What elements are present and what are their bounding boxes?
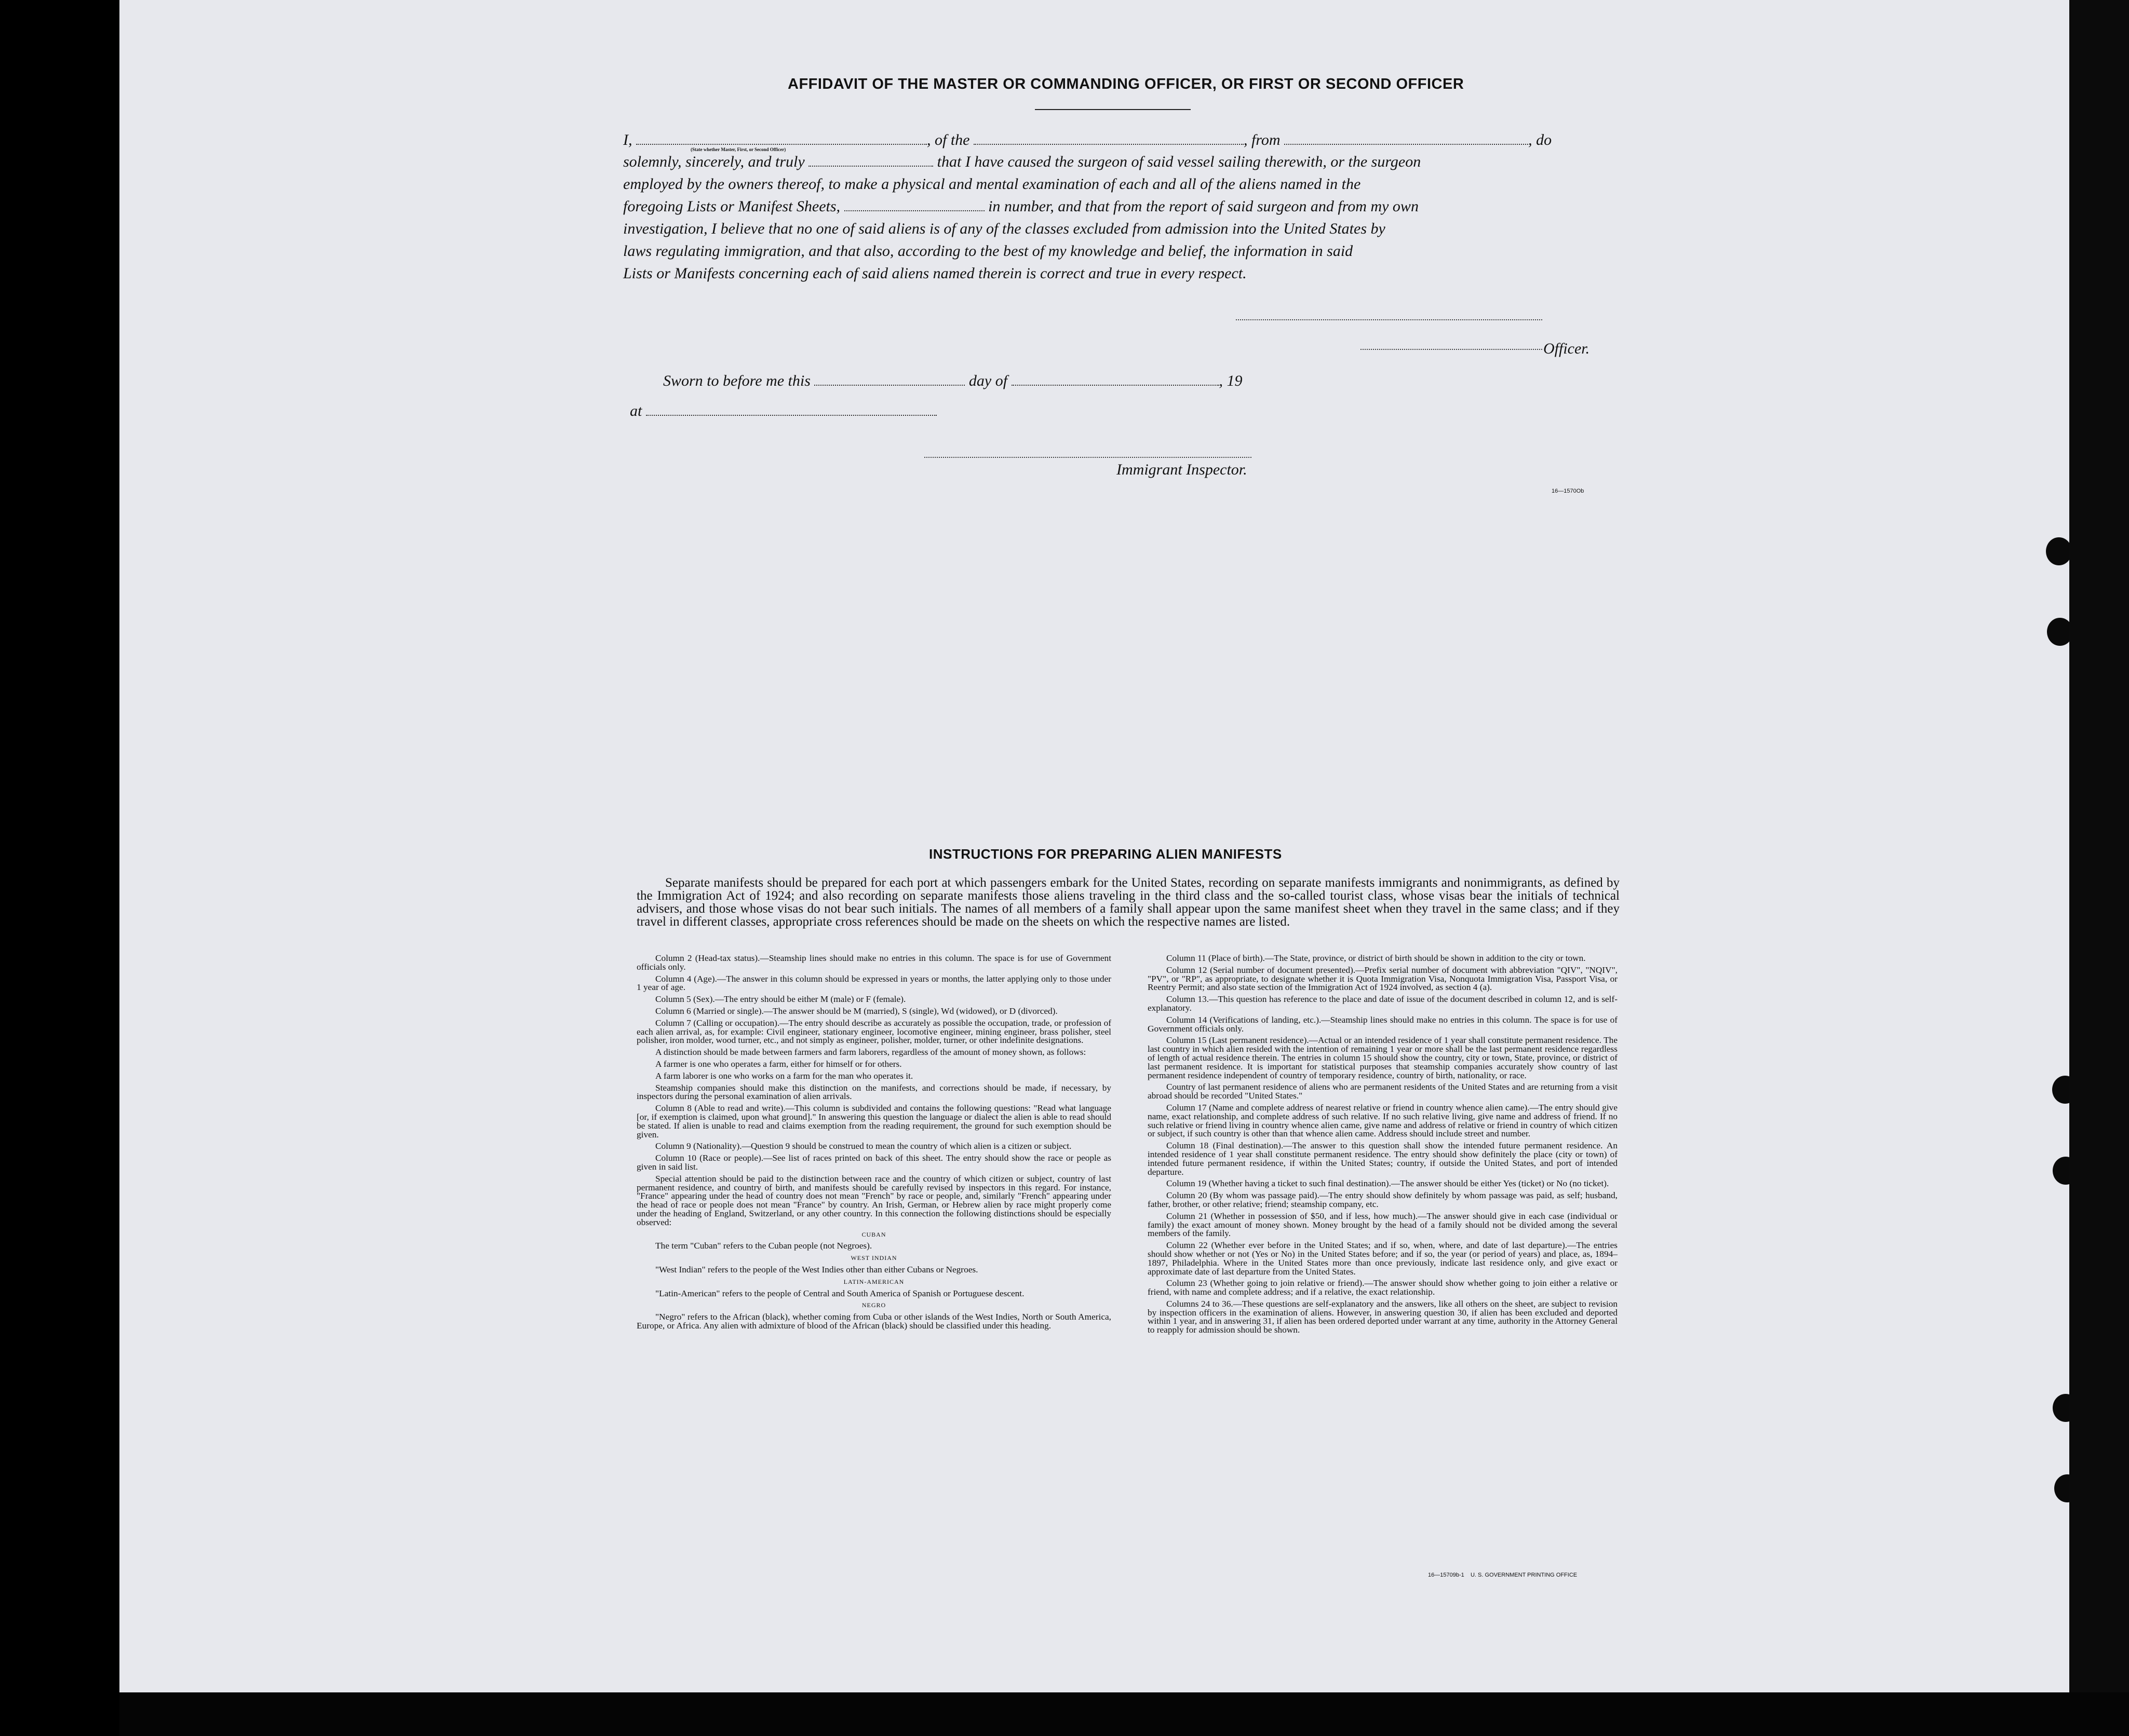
affidavit-line-2b: that I have caused the surgeon of said vessel sailing therewith, or the surgeon: [937, 153, 1421, 170]
sworn-text: Sworn to before me this: [663, 372, 811, 389]
day-of-text: day of: [968, 372, 1008, 389]
sworn-day-blank[interactable]: [814, 373, 965, 386]
affidavit-line-4: [623, 195, 1419, 218]
right-paragraph: Column 18 (Final destination).—The answer to this question shall show the intended future permanent residence. An intended residence of 1 year shall constitute permanent residence. The entry should show definitely the place (city or town) of intended future permanent residence, if within the United States; country, if outside the United States, and port of intended departure.: [1148, 1141, 1618, 1177]
form-number: 16—1570Ob: [1552, 488, 1584, 494]
left-paragraph: Column 9 (Nationality).—Question 9 should be construed to mean the country of which alien is a citizen or subject.: [655, 1141, 1072, 1151]
state-note: (State whether Master, First, or Second Officer): [691, 147, 786, 152]
officer-label: Officer.: [1543, 340, 1590, 357]
affidavit-line-4a: foregoing Lists or Manifest Sheets,: [623, 198, 841, 215]
affidavit-i: I,: [623, 131, 632, 148]
title-rule: [1035, 109, 1191, 110]
at-line: [630, 400, 937, 422]
document-sheet: [119, 0, 2087, 1692]
left-paragraph: Column 10 (Race or people).—See list of races printed on back of this sheet. The entry should show the race or people as given in said list.: [637, 1153, 1111, 1172]
right-paragraph: Column 22 (Whether ever before in the United States; and if so, when, where, and date of last departure).—The entries should show whether or not (Yes or No) in the United States before; and if so, the year (or period of years) and place, as, 1894–1897, Philadelphia. Where in the United States more than once previously, indicate last residence only, and give exact or approximate date of last departure from the United States.: [1148, 1240, 1618, 1277]
affidavit-line-3: employed by the owners thereof, to make a physical and mental examination of each and all of the aliens named in the: [623, 175, 1361, 193]
sworn-line: [663, 370, 1243, 392]
affidavit-line-4b: in number, and that from the report of said surgeon and from my own: [988, 198, 1419, 215]
vessel-name-blank[interactable]: [974, 132, 1244, 145]
instructions-intro: Separate manifests should be prepared for each port at which passengers embark for the United States, recording on separate manifests immigrants and nonimmigrants, as defined by the Immigration Act of 1924; and also recording on separate manifests those aliens traveling in the third class and the so-called tourist class, whose visas bear the initials of technical advisers, and those whose visas do not bear such initials. The names of all members of a family shall appear upon the same manifest sheet when they travel in the same class; and if they travel in different classes, appropriate cross references should be made on the sheets on which the respective names are listed.: [637, 876, 1620, 929]
right-paragraph: Column 21 (Whether in possession of $50, and if less, how much).—The answer should give in each case (individual or family) the exact amount of money shown. Money brought by the head of a family should not be divided among the several members of the family.: [1148, 1211, 1618, 1239]
officer-name-line[interactable]: [1360, 349, 1542, 350]
right-paragraph: Columns 24 to 36.—These questions are self-explanatory and the answers, like all others on the sheet, are subject to revision by inspection officers in the examination of aliens. However, in answering question 30, if alien has been excluded and deported within 1 year, and in answering 31, if alien has been ordered deported under warrant at any time, authority in the Attorney General to reapply for admission should be shown.: [1148, 1298, 1618, 1335]
right-paragraph: Column 23 (Whether going to join relative or friend).—The answer should show whether going to join either a relative or friend, with name and complete address; and if a relative, the exact relationship.: [1148, 1278, 1618, 1297]
affidavit-line-2: [623, 151, 1421, 173]
left-paragraph: A farmer is one who operates a farm, either for himself or for others.: [655, 1059, 902, 1069]
left-paragraph: Steamship companies should make this distinction on the manifests, and corrections should be made, if necessary, by inspectors during the personal examination of alien arrivals.: [637, 1082, 1111, 1102]
footer-form-number: 16—15709b-1: [1428, 1572, 1464, 1578]
affidavit-line-6: laws regulating immigration, and that also, according to the best of my knowledge and belief, the information in said: [623, 242, 1353, 260]
right-paragraph: Column 20 (By whom was passage paid).—The entry should show definitely by whom passage was paid, as self; husband, father, brother, or other relative; friend; steamship company, etc.: [1148, 1190, 1618, 1209]
scan-edge-bottom: [119, 1692, 2129, 1736]
left-paragraph: Column 7 (Calling or occupation).—The entry should describe as accurately as possible the occupation, trade, or profession of each alien arrival, as, for example: Civil engineer, stationary engineer, locomotive engineer, mining engineer, brass polisher, steel polisher, iron molder, wood turner, etc., and not simply as engineer, polisher, molder, turner, or other indefinite designations.: [637, 1018, 1111, 1046]
year-text: , 19: [1219, 372, 1243, 389]
left-paragraph: Column 5 (Sex).—The entry should be either M (male) or F (female).: [655, 994, 906, 1005]
right-paragraph: Column 14 (Verifications of landing, etc.).—Steamship lines should make no entries in this column. The space is for use of Government officials only.: [1148, 1014, 1618, 1034]
affidavit-line-7: Lists or Manifests concerning each of said aliens named therein is correct and true in every respect.: [623, 265, 1247, 282]
solemnly-blank[interactable]: [809, 154, 933, 167]
left-paragraph: Column 8 (Able to read and write).—This column is subdivided and contains the following questions: "Read what language [or, if exemption is claimed, upon what ground]." In answering this question the language or dialect the alien is able to read should be stated. If alien is unable to read and claims exemption from the reading requirement, the ground for such exemption should be given.: [637, 1103, 1111, 1140]
inspector-label: Immigrant Inspector.: [1116, 461, 1247, 478]
right-paragraph: Column 13.—This question has reference to the place and date of issue of the document described in column 12, and is self-explanatory.: [1148, 994, 1618, 1013]
port-from-blank[interactable]: [1284, 132, 1528, 145]
binder-hole: [2046, 537, 2072, 565]
heading-negro: NEGRO: [861, 1301, 886, 1309]
left-paragraph: Column 2 (Head-tax status).—Steamship lines should make no entries in this column. The space is for use of Government officials only.: [637, 953, 1111, 972]
inspector-signature-line[interactable]: [924, 457, 1251, 458]
right-paragraph: Column 15 (Last permanent residence).—Actual or an intended residence of 1 year shall constitute permanent residence. The last country in which alien resided with the intention of remaining 1 year or more shall be the last permanent residence regardless of length of actual residence therein. The entries in column 15 should show the country, city or town, State, province, or district of last permanent residence. It is important for statistical purposes that steamship companies accurately show country of last permanent residence independent of country of temporary residence, country of birth, nationality, or race.: [1148, 1035, 1618, 1080]
right-paragraph: Column 19 (Whether having a ticket to such final destination).—The answer should be either Yes (ticket) or No (no ticket).: [1166, 1178, 1609, 1189]
right-paragraph: Country of last permanent residence of aliens who are permanent residents of the United States and are returning from a visit abroad should be recorded "United States.": [1148, 1082, 1618, 1101]
instructions-title: INSTRUCTIONS FOR PREPARING ALIEN MANIFESTS: [929, 846, 1282, 862]
left-paragraph: A distinction should be made between farmers and farm laborers, regardless of the amount of money shown, as follows:: [655, 1047, 1086, 1057]
cuban-paragraph: The term "Cuban" refers to the Cuban people (not Negroes).: [655, 1241, 872, 1251]
affidavit-line-5: investigation, I believe that no one of said aliens is of any of the classes excluded from admission into the United States by: [623, 220, 1385, 237]
affidavit-line-2a: solemnly, sincerely, and truly: [623, 153, 805, 170]
instructions-right-column: [1148, 954, 1618, 1338]
affidavit-do: , do: [1528, 131, 1552, 148]
officer-signature-line[interactable]: [1236, 319, 1542, 320]
west-indian-paragraph: "West Indian" refers to the people of the West Indies other than either Cubans or Negroes.: [655, 1264, 978, 1274]
affidavit-of-the: , of the: [927, 131, 970, 148]
heading-latin-american: LATIN-AMERICAN: [843, 1278, 905, 1285]
left-paragraph: Column 6 (Married or single).—The answer should be M (married), S (single), Wd (widowed), or D (divorced).: [655, 1006, 1058, 1016]
instructions-left-column: [637, 954, 1111, 1334]
negro-paragraph: "Negro" refers to the African (black), whether coming from Cuba or other islands of the West Indies, North or South America, Europe, or Africa. Any alien with admixture of blood of the African (black) should be classified under this heading.: [637, 1312, 1111, 1331]
left-paragraph: Special attention should be paid to the distinction between race and the country of which citizen or subject, country of last permanent residence, and country of birth, and manifests should be carefully revised by inspectors in this regard. For instance, "France" appearing under the head of country does not mean "French" by race or people, and, similarly "French" appearing under the head of race or people does not mean "France" by country. An Irish, German, or Hebrew alien by race might properly come under the heading of England, Switzerland, or any other country. In this connection the following distinctions should be especially observed:: [637, 1173, 1111, 1227]
sworn-month-blank[interactable]: [1012, 373, 1219, 386]
sworn-place-blank[interactable]: [646, 403, 937, 416]
right-paragraph: Column 11 (Place of birth).—The State, province, or district of birth should be shown in addition to the city or town.: [1166, 953, 1586, 963]
instructions-footer: [1428, 1572, 1577, 1578]
heading-cuban: CUBAN: [861, 1230, 886, 1238]
affidavit-title: AFFIDAVIT OF THE MASTER OR COMMANDING OFFICER, OR FIRST OR SECOND OFFICER: [788, 76, 1464, 92]
affidavit-from: , from: [1244, 131, 1281, 148]
at-text: at: [630, 402, 642, 419]
right-paragraph: Column 17 (Name and complete address of nearest relative or friend in country whence alien came).—The entry should give name, exact relationship, and complete address of such relative. If no such relative living, give name and address of friend. If no such relative or friend living in country whence alien came, give name and address of relative or friend in country of which citizen or subject, if such country is other than that whence alien came. Address should include street and number.: [1148, 1102, 1618, 1139]
left-paragraph: A farm laborer is one who works on a farm for the man who operates it.: [655, 1070, 913, 1081]
heading-west-indian: WEST INDIAN: [851, 1254, 897, 1262]
printing-office: U. S. GOVERNMENT PRINTING OFFICE: [1470, 1572, 1578, 1578]
latin-american-paragraph: "Latin-American" refers to the people of Central and South America of Spanish or Portuguese descent.: [655, 1288, 1025, 1298]
left-paragraph: Column 4 (Age).—The answer in this column should be expressed in years or months, the latter applying only to those under 1 year of age.: [637, 973, 1111, 993]
officer-rank-blank[interactable]: [636, 132, 927, 145]
sheets-count-blank[interactable]: [844, 199, 985, 211]
right-paragraph: Column 12 (Serial number of document presented).—Prefix serial number of document with abbreviation "QIV", "NQIV", "PV", or "RP", as appropriate, to designate whether it is Quota Immigration Visa, Nonquota Immigration Visa, Passport Visa, or Reentry Permit; and also state section of the Immigration Act of 1924 involved, as section 4 (a).: [1148, 965, 1618, 993]
scan-edge-right: [2069, 0, 2129, 1736]
